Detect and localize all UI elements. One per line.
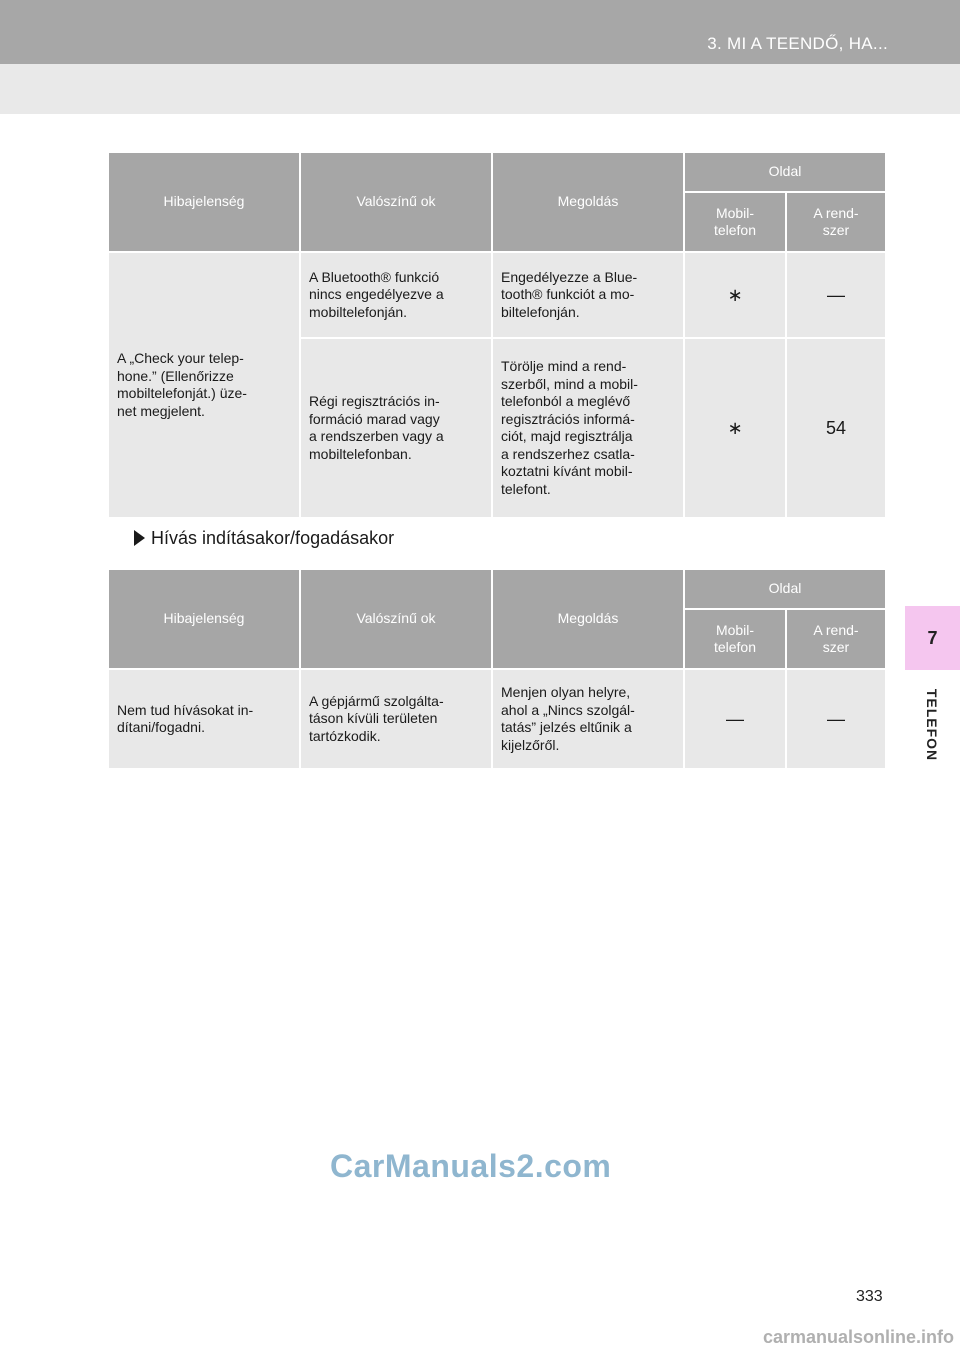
- col-header-solution: Megoldás: [492, 569, 684, 669]
- solution-cell: Engedélyezze a Blue- tooth® funkciót a mo- biltelefonján.: [492, 252, 684, 338]
- symptom-cell: A „Check your telep- hone.” (Ellenőrizze mobiltelefonját.) üze- net megjelent.: [108, 252, 300, 518]
- mobile-page-cell: ∗: [684, 338, 786, 518]
- header-subband: [0, 64, 960, 114]
- header-band: [0, 0, 960, 64]
- cause-cell: A Bluetooth® funkció nincs engedélyezve a mobiltelefonján.: [300, 252, 492, 338]
- page-number: 333: [856, 1288, 883, 1305]
- table-row: [108, 669, 886, 769]
- footer-site-link[interactable]: carmanualsonline.info: [762, 1327, 954, 1347]
- solution-cell: Menjen olyan helyre, ahol a „Nincs szolgál- tatás” jelzés eltűnik a kijelzőről.: [492, 669, 684, 769]
- col-header-symptom: Hibajelenség: [108, 152, 300, 252]
- mobile-page-cell: ∗: [684, 252, 786, 338]
- col-header-cause: Valószínű ok: [300, 569, 492, 669]
- system-page-cell: —: [786, 252, 886, 338]
- solution-cell: Törölje mind a rend- szerből, mind a mobil- telefonból a meglévő regisztrációs informá- ciót, majd regisztrálja a rendszerhez csatla- koztatni kívánt mobil- telefont.: [492, 338, 684, 518]
- chapter-label: [905, 670, 960, 780]
- col-header-system: A rend- szer: [786, 609, 886, 669]
- section-heading: [134, 528, 394, 549]
- section-heading-text: Hívás indításakor/fogadásakor: [151, 528, 395, 548]
- col-header-solution: Megoldás: [492, 152, 684, 252]
- table-row: [108, 252, 886, 338]
- chapter-number-tab: 7: [905, 606, 960, 670]
- col-header-cause: Valószínű ok: [300, 152, 492, 252]
- mobile-page-cell: —: [684, 669, 786, 769]
- cause-cell: A gépjármű szolgálta- táson kívüli területen tartózkodik.: [300, 669, 492, 769]
- troubleshooting-table-2: [107, 568, 887, 770]
- col-header-mobile: Mobil- telefon: [684, 609, 786, 669]
- symptom-cell: Nem tud hívásokat in- dítani/fogadni.: [108, 669, 300, 769]
- chapter-label-text: TELEFON: [924, 688, 941, 762]
- cause-cell: Régi regisztrációs in- formáció marad vagy a rendszerben vagy a mobiltelefonban.: [300, 338, 492, 518]
- system-page-cell: 54: [786, 338, 886, 518]
- watermark-link[interactable]: CarManuals2.com: [330, 1148, 612, 1184]
- col-header-page: Oldal: [684, 569, 886, 609]
- col-header-page: Oldal: [684, 152, 886, 192]
- col-header-symptom: Hibajelenség: [108, 569, 300, 669]
- col-header-system: A rend- szer: [786, 192, 886, 252]
- chapter-title: 3. MI A TEENDŐ, HA...: [707, 34, 888, 53]
- col-header-mobile: Mobil- telefon: [684, 192, 786, 252]
- troubleshooting-table-1: [107, 151, 887, 519]
- system-page-cell: —: [786, 669, 886, 769]
- triangle-bullet-icon: [134, 530, 145, 546]
